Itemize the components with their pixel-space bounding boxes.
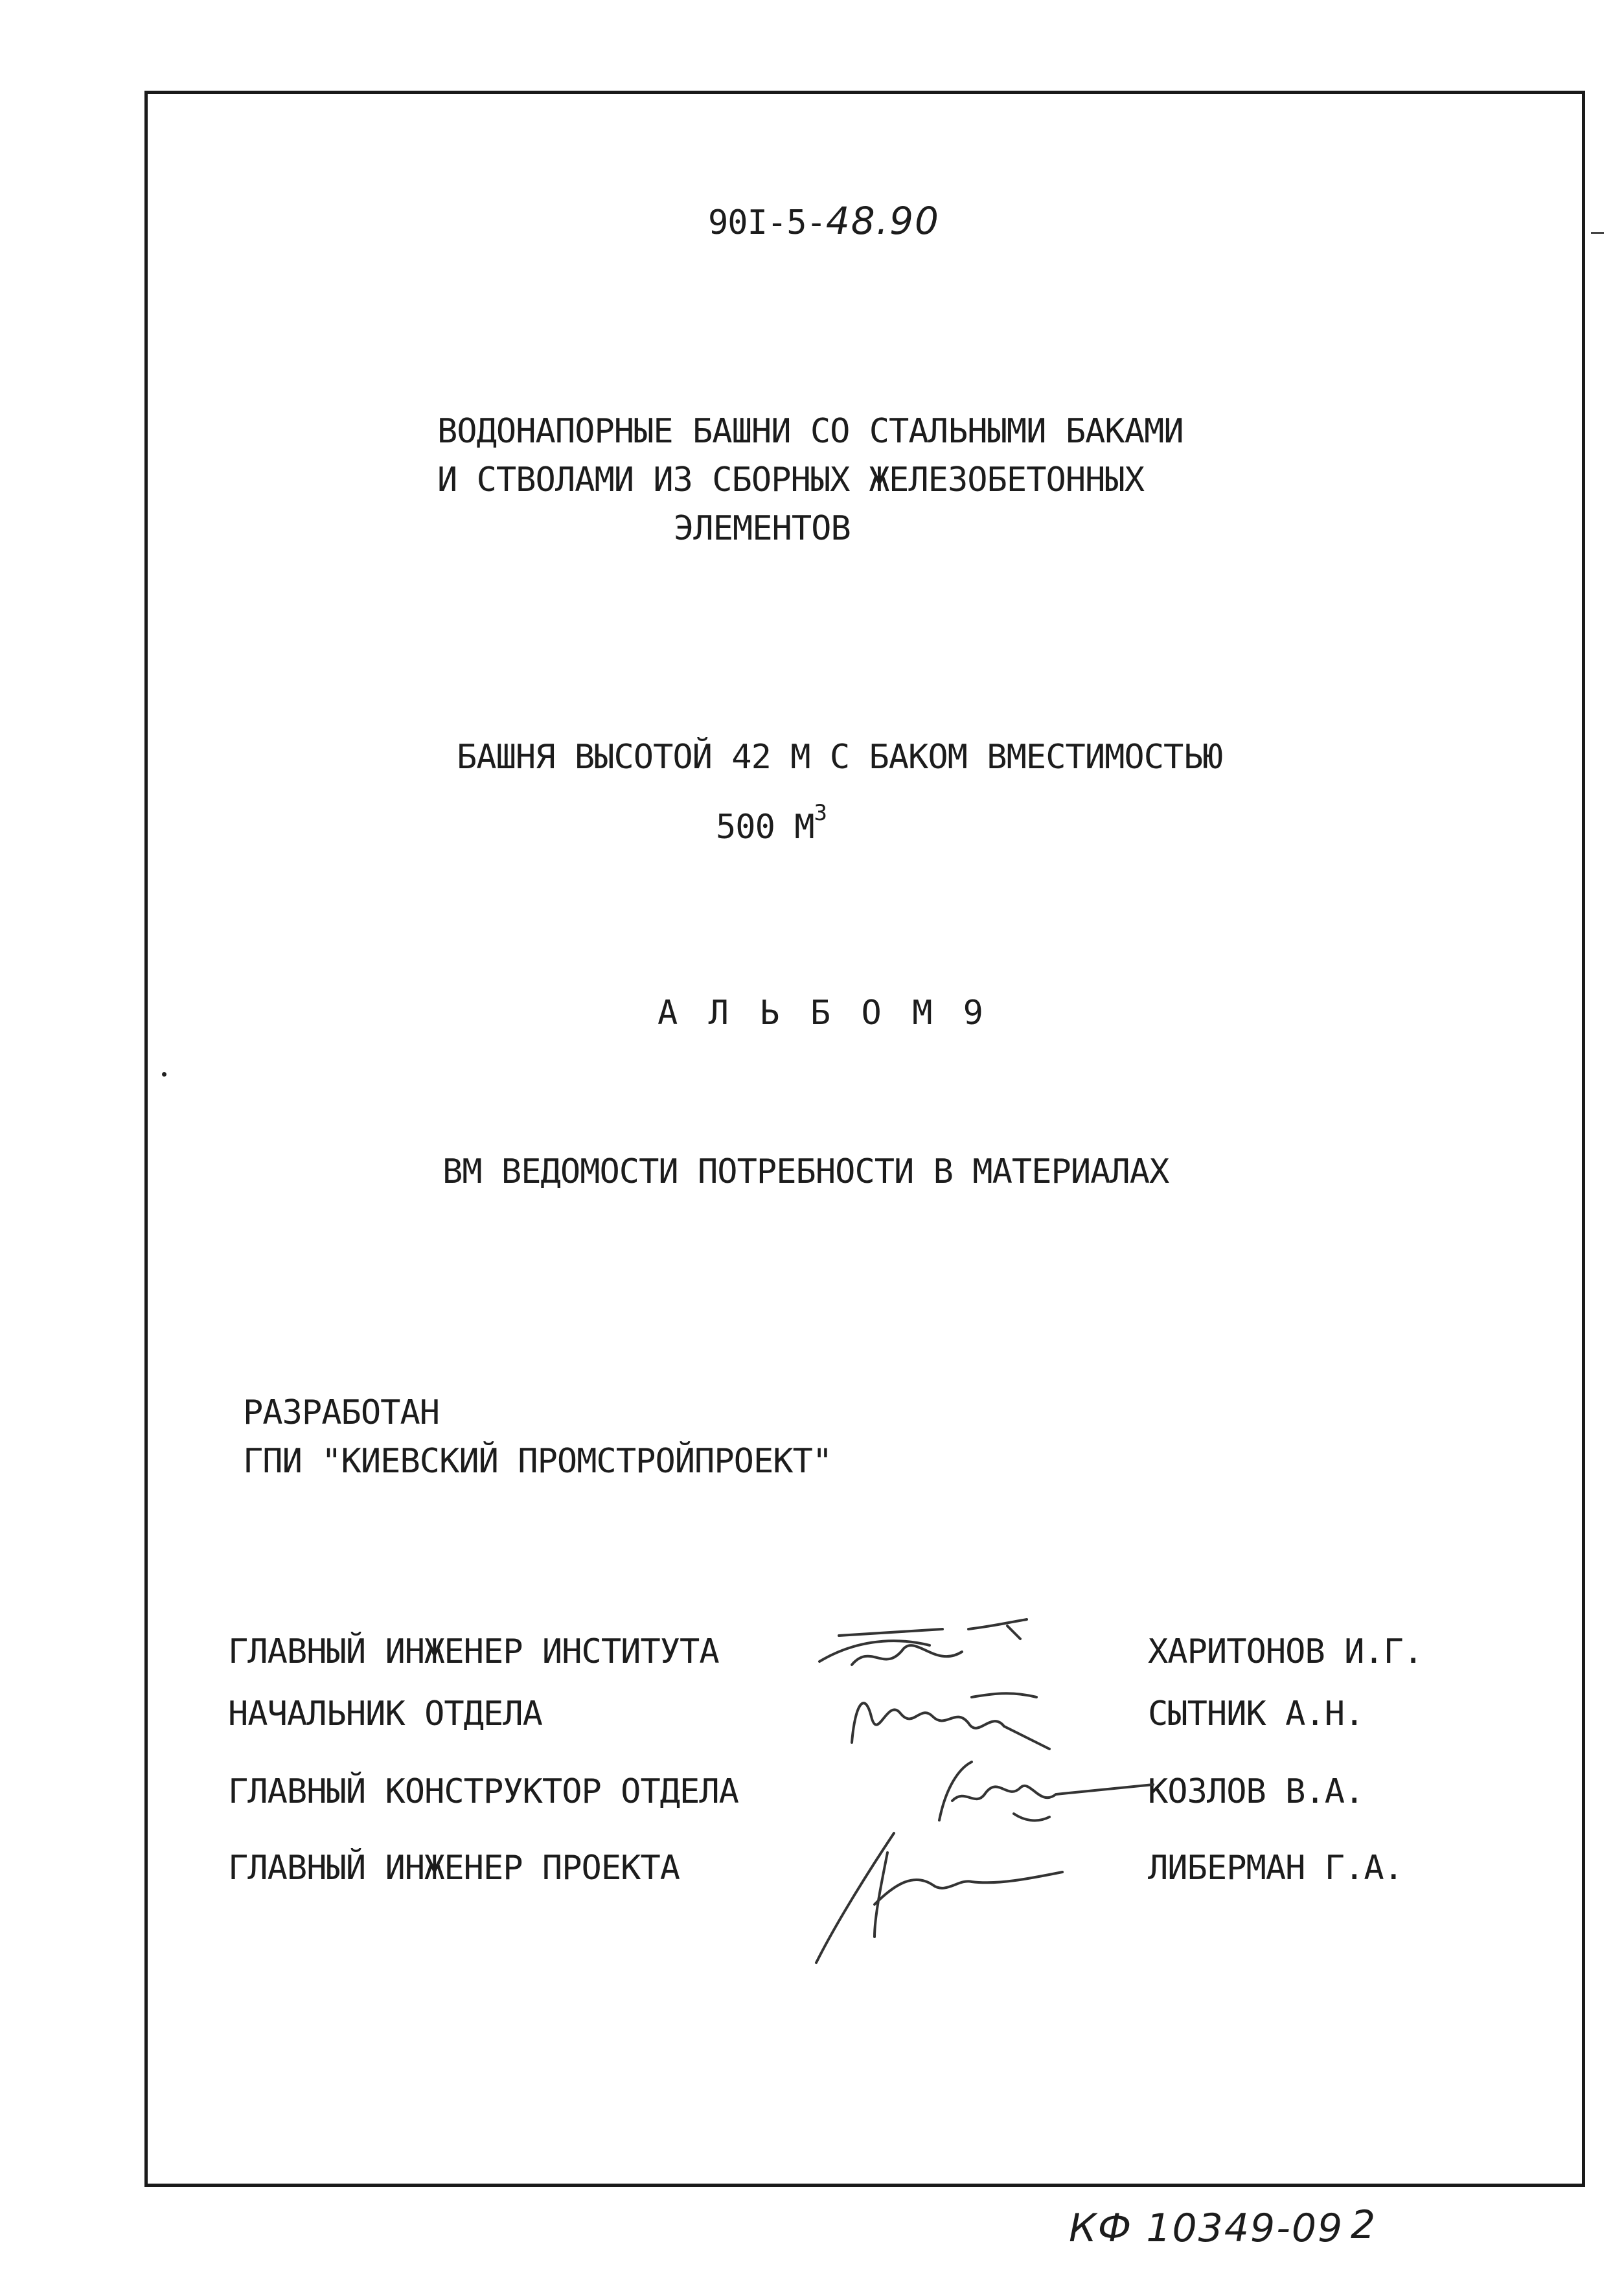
title-line-1: ВОДОНАПОРНЫЕ БАШНИ СО СТАЛЬНЫМИ БАКАМИ — [437, 412, 1184, 451]
signatory-name-1: ХАРИТОНОВ И.Г. — [1148, 1632, 1423, 1671]
title-line-3: ЭЛЕМЕНТОВ — [674, 509, 851, 548]
page-number: 2 — [1351, 2202, 1377, 2248]
subtitle-line-1: БАШНЯ ВЫСОТОЙ 42 М С БАКОМ ВМЕСТИМОСТЬЮ — [457, 738, 1222, 777]
signature-1-image — [813, 1616, 1046, 1681]
subtitle-exponent: 3 — [814, 800, 827, 826]
ink-dot — [162, 1072, 166, 1077]
signatory-name-4: ЛИБЕРМАН Г.А. — [1148, 1849, 1403, 1888]
title-line-2: И СТВОЛАМИ ИЗ СБОРНЫХ ЖЕЛЕЗОБЕТОННЫХ — [437, 461, 1145, 499]
signatory-position-1: ГЛАВНЫЙ ИНЖЕНЕР ИНСТИТУТА — [228, 1632, 719, 1671]
subtitle-line-2 — [716, 800, 827, 847]
signature-2-image — [842, 1678, 1075, 1755]
margin-tick-mark — [1591, 232, 1604, 234]
signatory-position-4: ГЛАВНЫЙ ИНЖЕНЕР ПРОЕКТА — [228, 1849, 680, 1888]
signatory-position-2: НАЧАЛЬНИК ОТДЕЛА — [228, 1695, 542, 1733]
album-subject: ВМ ВЕДОМОСТИ ПОТРЕБНОСТИ В МАТЕРИАЛАХ — [442, 1152, 1169, 1191]
signatory-position-3: ГЛАВНЫЙ КОНСТРУКТОР ОТДЕЛА — [228, 1772, 738, 1811]
signature-4-image — [803, 1807, 1075, 1969]
developed-by: ГПИ "КИЕВСКИЙ ПРОМСТРОЙПРОЕКТ" — [243, 1442, 832, 1481]
album-title: А Л Ь Б О М 9 — [658, 994, 989, 1033]
subtitle-volume: 500 М — [716, 808, 814, 847]
document-code-printed: 90I-5- — [708, 203, 826, 242]
document-code-handwritten: 48.90 — [825, 199, 940, 243]
signatory-name-2: СЫТНИК А.Н. — [1148, 1695, 1364, 1733]
document-code — [708, 199, 940, 243]
signatory-name-3: КОЗЛОВ В.А. — [1148, 1772, 1364, 1811]
footer-code: КФ 10349-09 — [1069, 2206, 1344, 2251]
developed-label: РАЗРАБОТАН — [243, 1393, 440, 1432]
